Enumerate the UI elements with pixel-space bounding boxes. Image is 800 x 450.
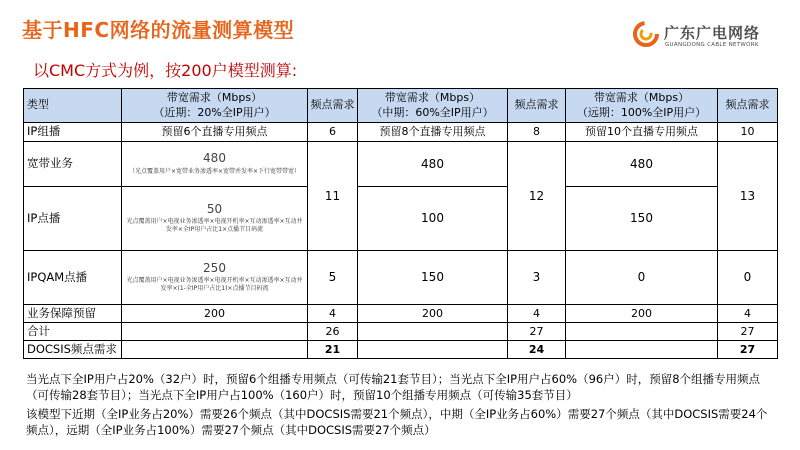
table-row-total <box>24 323 778 341</box>
ip-vod-near-formula: 光点覆盖用户×电视业务渗透率×电视开机率×互动渗透率×互动并发率×全IP用户占比1×点播节目码流 <box>126 218 303 234</box>
paragraph-model-summary: 该模型下近期（全IP业务占20%）需要26个频点（其中DOCSIS需要21个频点），中期（全IP业务占60%）需要27个频点（其中DOCSIS需要24个频点），远期（全IP业务占100%）需要27个频点（其中DOCSIS需要27个频点） <box>26 407 768 437</box>
cell-ipqam-far-freq: 0 <box>718 251 778 305</box>
cell-docsis-far-empty <box>566 341 718 359</box>
logo-chinese-name: 广东广电网络 <box>664 24 761 42</box>
cell-reserve-far-freq: 4 <box>718 305 778 323</box>
company-logo <box>632 20 792 60</box>
table-row-ip-vod <box>24 187 778 251</box>
cell-ip-group-near-freq: 6 <box>308 123 358 142</box>
cell-ip-group-far-bw: 预留10个直播专用频点 <box>566 123 718 142</box>
logo-swirl-icon <box>632 20 660 48</box>
row-label-ip-group: IP组播 <box>24 123 122 142</box>
cell-merged-far-freq: 13 <box>718 142 778 251</box>
broadband-near-value: 480 <box>203 151 226 166</box>
cell-reserve-near-bw: 200 <box>122 305 308 323</box>
row-label-broadband: 宽带业务 <box>24 142 122 187</box>
cell-broadband-mid-bw: 480 <box>358 142 508 187</box>
paragraph-multicast-reserve: 当光点下全IP用户占20%（32户）时，预留6个组播专用频点（可传输21套节目）；当光点下全IP用户占60%（96户）时，预留8个组播专用频点（可传输28套节目）；当光点下全IP用户占100%（160户）时，预留10个组播专用频点（可传输35套节目） <box>26 372 761 402</box>
cell-ipqam-mid-bw: 150 <box>358 251 508 305</box>
cell-ipqam-mid-freq: 3 <box>508 251 566 305</box>
header-mid-frequency: 频点需求 <box>508 89 566 123</box>
cell-total-near: 26 <box>308 323 358 341</box>
header-mid-bandwidth <box>358 89 508 123</box>
table-row-docsis <box>24 341 778 359</box>
cell-total-far: 27 <box>718 323 778 341</box>
cell-ip-group-mid-freq: 8 <box>508 123 566 142</box>
table-row-ipqam <box>24 251 778 305</box>
broadband-near-formula: （光点覆盖用户×宽带业务渗透率×宽带并发率×下行宽带带宽） <box>128 167 301 175</box>
header-far-bw-line2: （远期：100%全IP用户） <box>576 105 707 119</box>
cell-docsis-near: 21 <box>308 341 358 359</box>
header-type: 类型 <box>24 89 122 123</box>
header-near-bw-line1: 带宽需求（Mbps） <box>166 91 263 105</box>
table-header-row <box>24 89 778 123</box>
cell-ip-group-near-bw: 预留6个直播专用频点 <box>122 123 308 142</box>
cell-ip-vod-mid-bw: 100 <box>358 187 508 251</box>
table-row-reserve <box>24 305 778 323</box>
cell-broadband-far-bw: 480 <box>566 142 718 187</box>
cell-docsis-mid: 24 <box>508 341 566 359</box>
table-row-broadband <box>24 142 778 187</box>
cell-total-far-empty <box>566 323 718 341</box>
page-title: 基于HFC网络的流量测算模型 <box>22 18 295 42</box>
cell-docsis-mid-empty <box>358 341 508 359</box>
row-label-reserve: 业务保障预留 <box>24 305 122 323</box>
header-mid-bw-line2: （中期：60%全IP用户） <box>371 105 494 119</box>
cell-reserve-mid-freq: 4 <box>508 305 566 323</box>
header-far-bandwidth <box>566 89 718 123</box>
row-label-docsis: DOCSIS频点需求 <box>24 341 122 359</box>
ip-vod-near-value: 50 <box>206 201 223 216</box>
cell-ipqam-near-bw <box>122 251 308 305</box>
traffic-model-table <box>23 88 778 359</box>
cell-ip-group-far-freq: 10 <box>718 123 778 142</box>
cell-ip-vod-near-bw <box>122 187 308 251</box>
header-near-frequency: 频点需求 <box>308 89 358 123</box>
cell-total-mid: 27 <box>508 323 566 341</box>
header-far-bw-line1: 带宽需求（Mbps） <box>593 91 690 105</box>
cell-broadband-near-bw <box>122 142 308 187</box>
cell-reserve-near-freq: 4 <box>308 305 358 323</box>
cell-reserve-far-bw: 200 <box>566 305 718 323</box>
header-mid-bw-line1: 带宽需求（Mbps） <box>384 91 481 105</box>
cell-merged-near-freq: 11 <box>308 142 358 251</box>
row-label-ipqam: IPQAM点播 <box>24 251 122 305</box>
row-label-ip-vod: IP点播 <box>24 187 122 251</box>
cell-ip-group-mid-bw: 预留8个直播专用频点 <box>358 123 508 142</box>
header-near-bw-line2: （近期：20%全IP用户） <box>153 105 276 119</box>
ipqam-near-value: 250 <box>203 260 226 275</box>
subtitle: 以CMC方式为例，按200户模型测算: <box>33 61 298 80</box>
cell-reserve-mid-bw: 200 <box>358 305 508 323</box>
cell-docsis-far: 27 <box>718 341 778 359</box>
cell-ipqam-far-bw: 0 <box>566 251 718 305</box>
cell-docsis-near-empty <box>122 341 308 359</box>
header-far-frequency: 频点需求 <box>718 89 778 123</box>
ipqam-near-formula: 光点覆盖用户×电视业务渗透率×电视开机率×互动渗透率×互动并发率×(1-全IP用户占比1)×点播节目码流 <box>126 277 303 293</box>
logo-english-name: GUANGDONG CABLE NETWORK <box>665 42 759 48</box>
cell-merged-mid-freq: 12 <box>508 142 566 251</box>
cell-ipqam-near-freq: 5 <box>308 251 358 305</box>
cell-total-near-empty <box>122 323 308 341</box>
table-row-ip-group <box>24 123 778 142</box>
cell-total-mid-empty <box>358 323 508 341</box>
cell-ip-vod-far-bw: 150 <box>566 187 718 251</box>
row-label-total: 合计 <box>24 323 122 341</box>
header-near-bandwidth <box>122 89 308 123</box>
